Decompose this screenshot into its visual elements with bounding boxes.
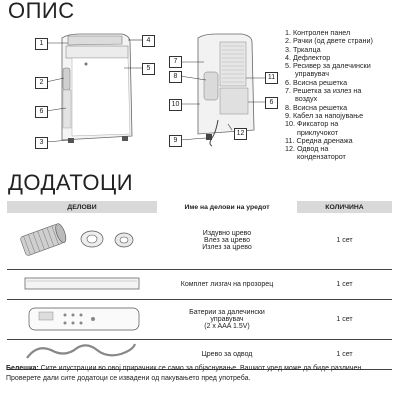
part-name-cell: [157, 299, 297, 339]
legend-line: 10. Фиксатор на: [285, 119, 339, 129]
quantity-cell: 1 сет: [297, 339, 392, 369]
table-row: [7, 269, 392, 299]
part-name-line: (2 x AAA 1.5V): [204, 322, 250, 330]
column-header-parts: ДЕЛОВИ: [7, 201, 157, 213]
legend-line: управувач: [295, 69, 330, 79]
callout-4: 4: [142, 35, 155, 47]
table-row: [7, 213, 392, 269]
footnote: [6, 364, 396, 383]
callout-9: 9: [169, 135, 182, 147]
table-header-row: [7, 201, 392, 213]
legend-line: воздух: [295, 94, 318, 104]
part-name-cell: [157, 269, 297, 299]
drain-hose-image: [17, 340, 147, 366]
callout-5: 5: [142, 63, 155, 75]
legend-line: кондензаторот: [297, 152, 346, 162]
parts-image-cell: [7, 269, 157, 299]
parts-image-cell: [7, 213, 157, 269]
legend-line: 12. Одвод на: [285, 144, 329, 154]
part-name-line: Влез за црево: [203, 237, 251, 245]
legend-line: 4. Дефлектор: [285, 52, 331, 62]
quantity-cell: 1 сет: [297, 299, 392, 339]
legend-line: 2. Рачки (од двете страни): [285, 36, 373, 46]
part-name-line: Црево за одвод: [201, 350, 253, 358]
legend-line: 1. Контролен панел: [285, 28, 351, 37]
callout-12: 12: [234, 128, 247, 140]
callout-8: 8: [169, 71, 182, 83]
callout-6b: 6: [265, 97, 278, 109]
remote-control-image: [17, 302, 147, 334]
quantity-cell: 1 сет: [297, 213, 392, 269]
callout-7: 7: [169, 56, 182, 68]
legend-line: 8. Всисна решетка: [285, 102, 348, 112]
callout-3: 3: [35, 137, 48, 149]
parts-image-cell: [7, 299, 157, 339]
section-title-accessories: ДОДАТОЦИ: [8, 170, 134, 195]
hose-and-adapters-image: [12, 215, 152, 265]
parts-legend: [285, 29, 397, 162]
window-slider-image: [17, 272, 147, 294]
legend-line: 3. Тркалца: [285, 44, 321, 54]
callout-6: 6: [35, 106, 48, 118]
legend-line: 5. Ресивер за далечински: [285, 61, 371, 71]
callout-1: 1: [35, 38, 48, 50]
column-header-quantity: КОЛИЧИНА: [297, 201, 392, 213]
legend-line: 9. Кабел за напојување: [285, 110, 364, 120]
callout-2: 2: [35, 77, 48, 89]
callout-10: 10: [169, 99, 182, 111]
part-name-line: Батерии за далечински: [189, 308, 265, 316]
note-label: Белешка:: [6, 365, 39, 372]
part-name-line: Излез за црево: [202, 244, 252, 252]
legend-line: 11. Средна дренажа: [285, 135, 353, 145]
note-text: Сите илустрации во овој прирачник се само за објаснување. Вашиот уред може да биде различен. Проверете дали сите додатоци се извадени од пакувањето пред употреба.: [6, 365, 364, 382]
table-row: [7, 299, 392, 339]
section-title-description: ОПИС: [8, 0, 75, 23]
legend-line: приклучокот: [297, 127, 339, 137]
callout-11: 11: [265, 72, 278, 84]
part-name-line: управувач: [210, 315, 244, 323]
quantity-cell: 1 сет: [297, 269, 392, 299]
part-name-cell: [157, 213, 297, 269]
legend-line: 6. Всисна решетка: [285, 77, 348, 87]
legend-line: 7. Решетка за излез на: [285, 86, 362, 96]
accessories-table: [7, 201, 392, 370]
part-name-line: Комплет лизгач на прозорец: [180, 280, 274, 288]
part-name-line: Издувно црево: [202, 230, 252, 238]
column-header-part-names: Име на делови на уредот: [157, 201, 297, 213]
